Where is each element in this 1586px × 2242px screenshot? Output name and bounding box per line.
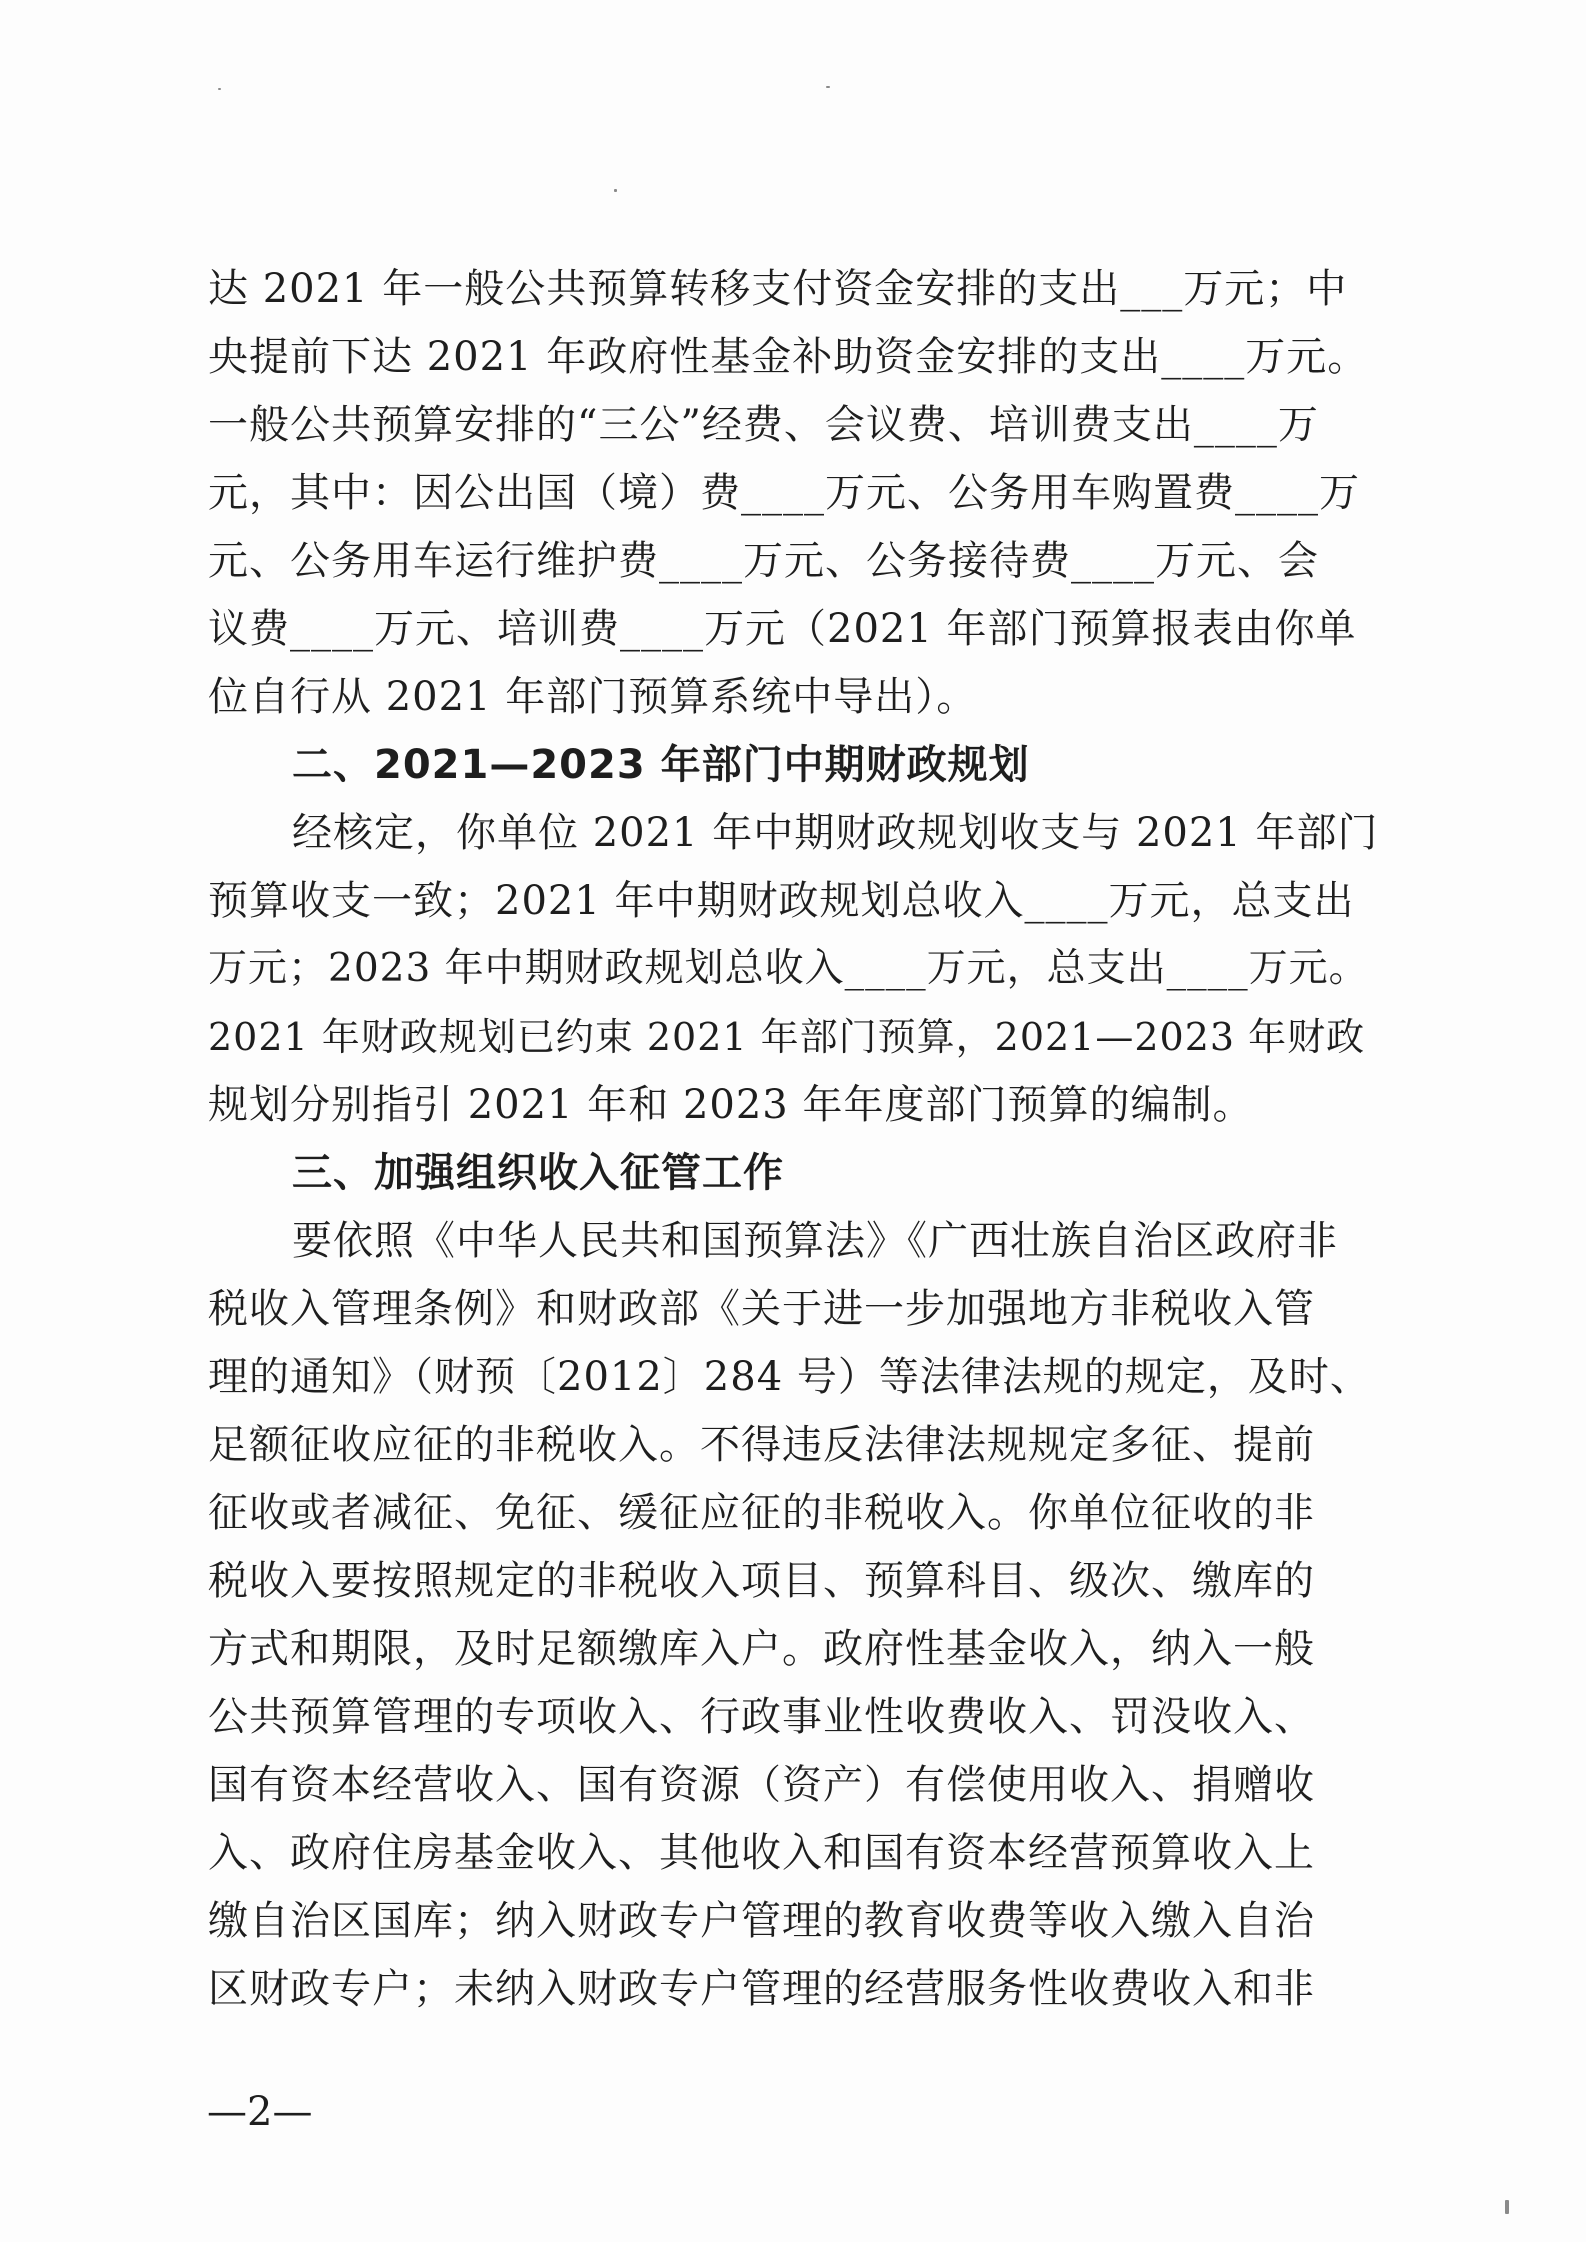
body-line: 征收或者减征、免征、缓征应征的非税收入。你单位征收的非 xyxy=(208,1490,1315,1536)
body-line: 要依照《中华人民共和国预算法》《广西壮族自治区政府非 xyxy=(292,1218,1338,1264)
scan-speck xyxy=(218,88,221,90)
body-line: 元，其中：因公出国（境）费____万元、公务用车购置费____万 xyxy=(208,470,1360,516)
body-line: 位自行从 2021 年部门预算系统中导出）。 xyxy=(208,674,978,720)
body-line: 预算收支一致；2021 年中期财政规划总收入____万元，总支出 xyxy=(208,878,1355,924)
body-line: 足额征收应征的非税收入。不得违反法律法规规定多征、提前 xyxy=(208,1422,1315,1468)
body-line: 达 2021 年一般公共预算转移支付资金安排的支出___万元；中 xyxy=(208,266,1348,312)
page-number: —2— xyxy=(207,2089,313,2135)
scan-speck xyxy=(1505,2200,1509,2214)
body-line: 经核定，你单位 2021 年中期财政规划收支与 2021 年部门 xyxy=(292,810,1379,856)
body-line: 元、公务用车运行维护费____万元、公务接待费____万元、会 xyxy=(208,538,1319,584)
body-line: 万元；2023 年中期财政规划总收入____万元，总支出____万元。 xyxy=(208,946,1369,991)
body-line: 入、政府住房基金收入、其他收入和国有资本经营预算收入上 xyxy=(208,1830,1315,1876)
body-line: 方式和期限，及时足额缴库入户。政府性基金收入，纳入一般 xyxy=(208,1626,1315,1672)
body-line: 理的通知》（财预〔2012〕284 号）等法律法规的规定，及时、 xyxy=(208,1354,1371,1400)
body-line: 区财政专户；未纳入财政专户管理的经营服务性收费收入和非 xyxy=(208,1966,1315,2012)
scan-speck xyxy=(614,189,617,192)
body-line: 公共预算管理的专项收入、行政事业性收费收入、罚没收入、 xyxy=(208,1694,1315,1740)
body-line: 一般公共预算安排的“三公”经费、会议费、培训费支出____万 xyxy=(208,402,1319,448)
section-heading: 三、加强组织收入征管工作 xyxy=(292,1150,784,1196)
body-line: 缴自治区国库；纳入财政专户管理的教育收费等收入缴入自治 xyxy=(208,1898,1315,1944)
body-line: 税收入要按照规定的非税收入项目、预算科目、级次、缴库的 xyxy=(208,1558,1315,1604)
body-line: 议费____万元、培训费____万元（2021 年部门预算报表由你单 xyxy=(208,606,1357,652)
body-line: 国有资本经营收入、国有资源（资产）有偿使用收入、捐赠收 xyxy=(208,1762,1315,1808)
section-heading: 二、2021—2023 年部门中期财政规划 xyxy=(292,742,1030,788)
scan-speck xyxy=(826,86,830,88)
body-line: 2021 年财政规划已约束 2021 年部门预算，2021—2023 年财政 xyxy=(208,1015,1366,1059)
body-line: 税收入管理条例》和财政部《关于进一步加强地方非税收入管 xyxy=(208,1286,1315,1332)
body-line: 央提前下达 2021 年政府性基金补助资金安排的支出____万元。 xyxy=(208,334,1369,380)
document-body xyxy=(208,255,1388,2023)
body-line: 规划分别指引 2021 年和 2023 年年度部门预算的编制。 xyxy=(208,1082,1254,1128)
